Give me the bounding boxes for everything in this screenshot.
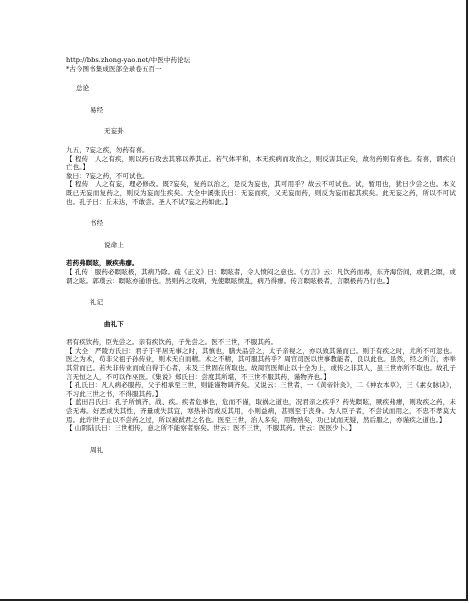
yijing-paragraph-3: 象曰：?妄之药，不可试也。 xyxy=(66,171,149,180)
book-title-yijing: 易经 xyxy=(90,105,104,114)
source-title: *古今图书集成医部全录卷五百一 xyxy=(66,64,162,73)
book-title-zhouli: 周礼 xyxy=(90,445,104,454)
book-title-shujing: 书经 xyxy=(90,219,104,228)
liji-paragraph-2: 【 大全 严陵方氏曰：君子于平居无事之时，其慎也，膳夫品尝之，太子亲视之，亦以致其谨而已。则于有疾之时，尤所不可忽也。医之为术，苟非父祖子孙传业，则术无自而精。术之不精，其可服其药乎？周官司医以世事教能者，良以此也。虽然，经之所言，亦举其常而已。若夫非传业而成自得于心者，未及三世固在所取也。故周官医师止以十全为上，或传之非其人，虽三世亦所不取也。故孔子言无恒之人，不可以作巫医。《集说》郑氏曰：尝度其所堪，不三世不服其药，谨物齐也。】 xyxy=(66,346,456,381)
yijing-paragraph-1: 九五，?妄之疾，勿药有喜。 xyxy=(66,145,149,154)
document-body xyxy=(66,56,463,454)
yijing-paragraph-4: 【 程传 人之有妄，理必修改。既?妄矣，复药以治之，是反为妄也，其可用乎？故云不可试也。试，暂用也，犹曰少尝之也。本义 既已无妄而复药之，则反为妄而生疾矣。大全中溪张氏曰：无妄而疾，又无妄而药，则反为妄而起其疾矣。此无妄之药，所以不可试也。孔子曰：丘未达，不敢尝。圣人不试?妄之药如此。】 xyxy=(66,180,463,206)
liji-paragraph-5: 【 山阴陆氏曰：三世相传，意之所不能察者察矣。世云：医不三世，不服其药。世云：医医少卜。】 xyxy=(66,424,356,433)
shujing-paragraph-2: 【 孔传 服药必瞑眩极，其病乃除。疏《正义》曰：瞑眩者，令人愤闷之意也。《方言》云：凡饮药而毒，东齐海岱间，或谓之瞑，或谓之眩。郭璞云：瞑眩亦通语也。然则药之攻病，先使瞑眩愤乱，病乃得瘳。传言瞑眩极者，言瞑极药乃行也。】 xyxy=(66,267,456,285)
chapter-title-quli: 曲礼下 xyxy=(104,319,124,328)
book-title-liji: 礼记 xyxy=(90,298,104,307)
liji-paragraph-4: 【 蓝田吕氏曰：孔子所慎齐、战、疾。疾者危事也，危而不谨，取祸之道也，况君亲之疾乎？药先瞑眩，厥疾弗瘳，则攻疾之药，未尝无毒。好恶或失其性，齐量或失其宜，寒热补泻或反其用，小则益病，甚则至于丧身。为人臣子者，不尝试而用之，不忠不孝莫大焉。此许世子止以不尝药之过，所以被弑君之名也。医至三世，治人多矣，用物熟矣，功已试而无疑，然后服之，亦谨疾之道也。】 xyxy=(66,398,456,424)
chapter-title-shuoming: 说命上 xyxy=(104,240,124,249)
shujing-paragraph-1: 若药弗瞑眩，厥疾弗瘳。 xyxy=(66,259,139,268)
source-url: http://bbs.zhong-yao.net/中医中药论坛 xyxy=(66,56,191,64)
liji-paragraph-1: 君有疾饮药，臣先尝之。亲有疾饮药，子先尝之。医不三世，不服其药。 xyxy=(66,338,278,347)
chapter-title-wuwang: 无妄卦 xyxy=(104,127,124,136)
section-title: 总论 xyxy=(76,84,90,93)
liji-paragraph-3: 【 孔氏曰：凡人病必服药，父子相承至三世，则能谨物调齐矣。又说云：三世者，一《黄帝针灸》，二《神农本草》，三《素女脉诀》，不习此三世之书，不得服其药。】 xyxy=(66,381,456,398)
yijing-paragraph-2: 【 程传 人之有疾，则以药石攻去其邪以养其正。若气体平和，本无疾病而攻治之，则反害其正矣，故勿药则有喜也。有喜，谓疾自亡也。】 xyxy=(66,154,456,172)
